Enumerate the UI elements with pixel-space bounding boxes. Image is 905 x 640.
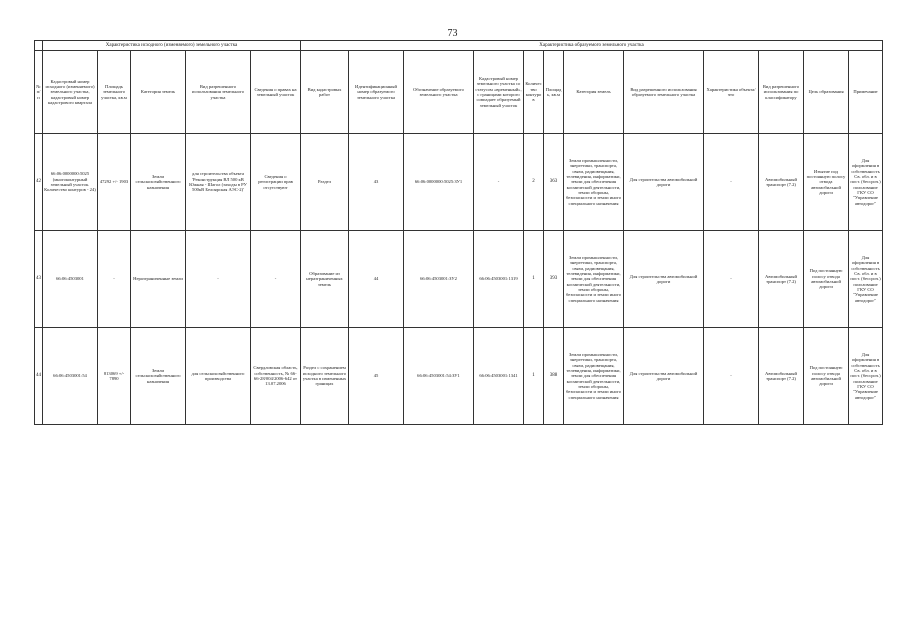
table-row bbox=[35, 134, 883, 231]
temp-cadastral-cell: 66:06:4503001:1341 bbox=[474, 328, 524, 425]
src-category-cell: Земли сельскохозяйственного назначения bbox=[131, 134, 186, 231]
group-header-row bbox=[35, 41, 883, 51]
row-number: 42 bbox=[35, 134, 43, 231]
purpose-cell: Под постоянную полосу отвода автомобильной дороги bbox=[804, 328, 849, 425]
contours-cell: 2 bbox=[524, 134, 544, 231]
corner-cell bbox=[35, 41, 43, 51]
contours-cell: 1 bbox=[524, 231, 544, 328]
src-rights-cell: - bbox=[251, 231, 301, 328]
note-cell: Для оформления в собственность Св. обл. и в пост. (бессроч.) пользование ГКУ СО "Управление автодорог" bbox=[849, 134, 883, 231]
col-src-rights: Сведения о правах на земельный участок bbox=[251, 51, 301, 134]
ident-cell: 44 bbox=[349, 231, 404, 328]
src-area-cell: - bbox=[98, 231, 131, 328]
col-ident: Идентификационный номер образуемого земельного участка bbox=[349, 51, 404, 134]
column-header-row bbox=[35, 51, 883, 134]
src-use-cell: для строительства объекта 'Реконструкция ВЛ 500 кВ Южная - Шагол (заходы в РУ 500кВ Белоярская АЭС-2)' bbox=[186, 134, 251, 231]
page-number: 73 bbox=[447, 28, 458, 39]
col-purpose: Цель образования bbox=[804, 51, 849, 134]
src-category-cell: Неразграниченные земли bbox=[131, 231, 186, 328]
area-cell: 393 bbox=[544, 231, 564, 328]
temp-cadastral-cell: 66:06:4503001:1319 bbox=[474, 231, 524, 328]
col-use: Вид разрешенного использования образуемого земельного участка bbox=[624, 51, 704, 134]
col-src-area: Площадь земельного участка, кв.м bbox=[98, 51, 131, 134]
purpose-cell: Изъятие под постоянную полосу отвода автомобильной дороги bbox=[804, 134, 849, 231]
note-cell: Для оформления в собственность Св. обл. и в пост. (бессроч.) пользование ГКУ СО "Управление автодорог" bbox=[849, 328, 883, 425]
classifier-cell: Автомобильный транспорт (7.2) bbox=[759, 134, 804, 231]
src-cadastral-cell: 66:06:4503001:54 bbox=[43, 328, 98, 425]
col-temp-cadastral: Кадастровый номер земельного участка со статусом «временный», с границами которого совпадает образуемый земельный участок bbox=[474, 51, 524, 134]
contours-cell: 1 bbox=[524, 328, 544, 425]
category-cell: Земли промышленности, энергетики, транспорта, связи, радиовещания, телевидения, информатики, земли для обеспечения космической деятельности, земли обороны, безопасности и земли иного специального назначения bbox=[564, 328, 624, 425]
col-object: Характеристика объекта/ что bbox=[704, 51, 759, 134]
col-contours: Количество контуров bbox=[524, 51, 544, 134]
table-row bbox=[35, 231, 883, 328]
category-cell: Земли промышленности, энергетики, транспорта, связи, радиовещания, телевидения, информатики, земли для обеспечения космической деятельности, земли обороны, безопасности и земли иного специального назначения bbox=[564, 231, 624, 328]
designation-cell: 66:06:4503001:ЗУ2 bbox=[404, 231, 474, 328]
src-area-cell: 813069 +/- 7890 bbox=[98, 328, 131, 425]
designation-cell: 66:06:0000000:5025:ЗУ1 bbox=[404, 134, 474, 231]
col-designation: Обозначение образуемого земельного участка bbox=[404, 51, 474, 134]
col-note: Примечание bbox=[849, 51, 883, 134]
src-category-cell: Земли сельскохозяйственного назначения bbox=[131, 328, 186, 425]
col-area: Площадь, кв.м bbox=[544, 51, 564, 134]
col-classifier: Вид разрешенного использования по классификатору bbox=[759, 51, 804, 134]
src-rights-cell: Свердловская область, собственность, № 66-66-28/004/2006-642 от 13.07.2006 bbox=[251, 328, 301, 425]
object-cell: - bbox=[704, 328, 759, 425]
area-cell: 363 bbox=[544, 134, 564, 231]
use-cell: Для строительства автомобильной дороги bbox=[624, 134, 704, 231]
group-formed: Характеристика образуемого земельного участка bbox=[301, 41, 883, 51]
area-cell: 388 bbox=[544, 328, 564, 425]
ident-cell: 43 bbox=[349, 134, 404, 231]
work-type-cell: Раздел с сохранением исходного земельного участка в измененных границах bbox=[301, 328, 349, 425]
src-use-cell: - bbox=[186, 231, 251, 328]
ident-cell: 45 bbox=[349, 328, 404, 425]
col-work-type: Вид кадастровых работ bbox=[301, 51, 349, 134]
designation-cell: 66:06:4503001:54:ЗУ1 bbox=[404, 328, 474, 425]
category-cell: Земли промышленности, энергетики, транспорта, связи, радиовещания, телевидения, информатики, земли для обеспечения космической деятельности, земли обороны, безопасности и земли иного специального назначения bbox=[564, 134, 624, 231]
use-cell: Для строительства автомобильной дороги bbox=[624, 231, 704, 328]
use-cell: Для строительства автомобильной дороги bbox=[624, 328, 704, 425]
land-register-table bbox=[34, 40, 883, 425]
row-number: 43 bbox=[35, 231, 43, 328]
src-cadastral-cell: 66:06:0000000:5025 (многоконтурный земельный участок. Количество контуров - 24) bbox=[43, 134, 98, 231]
work-type-cell: Раздел bbox=[301, 134, 349, 231]
col-src-cadastral: Кадастровый номер исходного (изменяемого) земельного участка, кадастровый номер кадастрового квартала bbox=[43, 51, 98, 134]
group-source: Характеристика исходного (изменяемого) земельного участка bbox=[43, 41, 301, 51]
row-number: 44 bbox=[35, 328, 43, 425]
object-cell: - bbox=[704, 231, 759, 328]
col-src-category: Категория земель bbox=[131, 51, 186, 134]
src-use-cell: для сельскохозяйственного производства bbox=[186, 328, 251, 425]
col-src-use: Вид разрешенного использования земельного участка bbox=[186, 51, 251, 134]
note-cell: Для оформления в собственность Св. обл. и в пост. (бессроч.) пользование ГКУ СО "Управление автодорог" bbox=[849, 231, 883, 328]
src-area-cell: 47292 +/- 1903 bbox=[98, 134, 131, 231]
src-rights-cell: Сведения о регистрации прав отсутствуют bbox=[251, 134, 301, 231]
table-row bbox=[35, 328, 883, 425]
col-category: Категория земель bbox=[564, 51, 624, 134]
classifier-cell: Автомобильный транспорт (7.2) bbox=[759, 231, 804, 328]
classifier-cell: Автомобильный транспорт (7.2) bbox=[759, 328, 804, 425]
src-cadastral-cell: 66:06:4503001 bbox=[43, 231, 98, 328]
purpose-cell: Под постоянную полосу отвода автомобильной дороги bbox=[804, 231, 849, 328]
temp-cadastral-cell: - bbox=[474, 134, 524, 231]
object-cell: - bbox=[704, 134, 759, 231]
col-number: № п/п bbox=[35, 51, 43, 134]
work-type-cell: Образование из неразграниченных земель bbox=[301, 231, 349, 328]
